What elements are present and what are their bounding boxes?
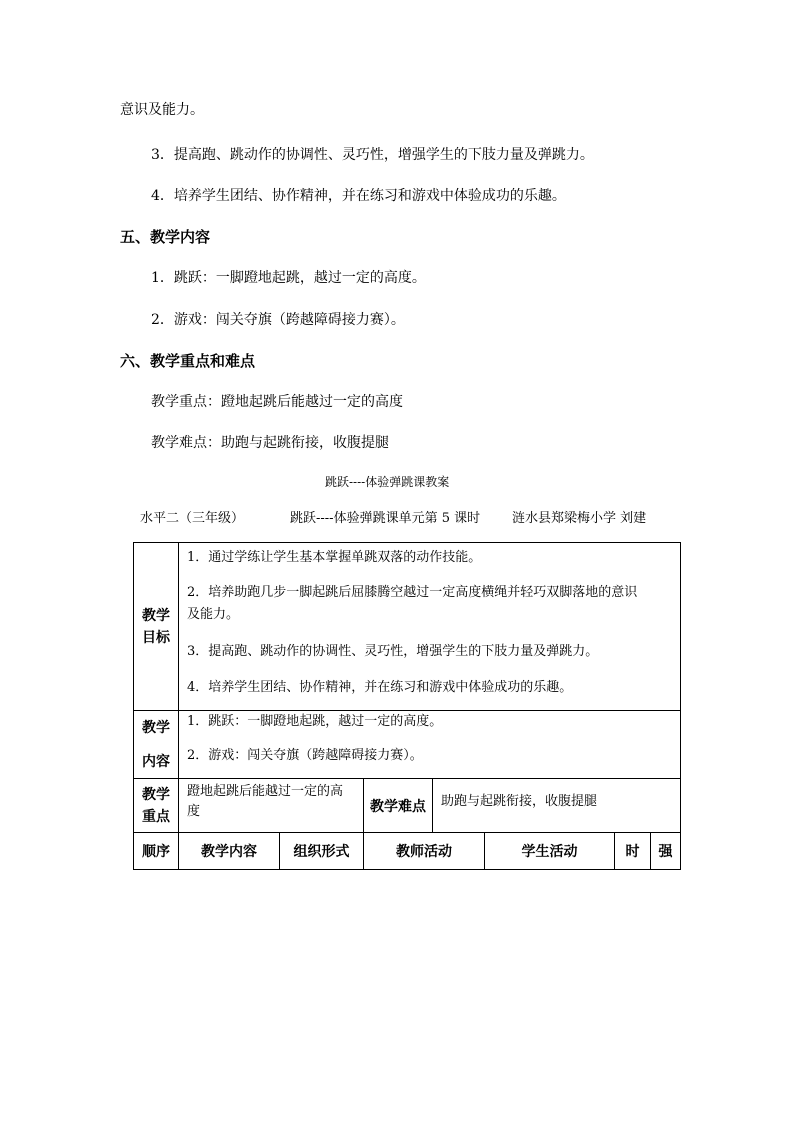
body-paragraph: 意识及能力。 (120, 102, 204, 118)
body-paragraph: 4．培养学生团结、协作精神，并在练习和游戏中体验成功的乐趣。 (151, 188, 566, 204)
body-paragraph: 2．游戏：闯关夺旗（跨越障碍接力赛）。 (151, 312, 405, 328)
section-heading-key-points: 六、教学重点和难点 (120, 352, 256, 370)
col-header-order: 顺序 (134, 833, 179, 869)
section-heading-content: 五、教学内容 (120, 228, 211, 246)
goal-item: 3．提高跑、跳动作的协调性、灵巧性，增强学生的下肢力量及弹跳力。 (187, 644, 599, 659)
col-header-organization: 组织形式 (280, 833, 364, 869)
lesson-unit: 跳跃----体验弹跳课单元第 5 课时 (290, 511, 481, 526)
goals-label (134, 543, 179, 711)
key-cell (179, 779, 364, 833)
col-header-content: 教学内容 (179, 833, 280, 869)
goal-item: 2．培养助跑几步一脚起跳后屈膝腾空越过一定高度横绳并轻巧双脚落地的意识 (187, 585, 638, 600)
content-label-line: 内容 (142, 753, 170, 770)
content-item: 1．跳跃：一脚蹬地起跳，越过一定的高度。 (187, 714, 443, 729)
difficulty-text: 助跑与起跳衔接，收腹提腿 (441, 794, 598, 809)
key-label-line: 教学 (142, 786, 170, 803)
difficulty-cell (433, 779, 680, 833)
goal-item: 4．培养学生团结、协作精神，并在练习和游戏中体验成功的乐趣。 (187, 680, 573, 695)
goals-cell (179, 543, 680, 711)
key-label-line: 重点 (142, 808, 170, 825)
key-text-line: 度 (187, 804, 201, 819)
body-paragraph: 3．提高跑、跳动作的协调性、灵巧性，增强学生的下肢力量及弹跳力。 (151, 147, 594, 163)
school-teacher: 涟水县郑梁梅小学 刘建 (512, 511, 647, 526)
goal-item: 及能力。 (187, 607, 240, 622)
col-header-time: 时 (615, 833, 651, 869)
lesson-plan-title: 跳跃----体验弹跳课教案 (325, 475, 450, 489)
difficulty-label: 教学难点 (364, 779, 433, 833)
key-label (134, 779, 179, 833)
key-text-line: 蹬地起跳后能越过一定的高 (187, 784, 344, 799)
col-header-teacher-activity: 教师活动 (364, 833, 485, 869)
lesson-plan-table (133, 542, 681, 870)
col-header-intensity: 强 (658, 844, 673, 860)
goal-item: 1．通过学练让学生基本掌握单跳双落的动作技能。 (187, 550, 482, 565)
goals-label-line: 教学 (142, 607, 170, 624)
body-paragraph: 教学重点：蹬地起跳后能越过一定的高度 (151, 394, 403, 410)
body-paragraph: 1．跳跃：一脚蹬地起跳，越过一定的高度。 (151, 270, 426, 286)
goals-label-line: 目标 (142, 629, 170, 646)
content-label (134, 711, 179, 779)
body-paragraph: 教学难点：助跑与起跳衔接，收腹提腿 (151, 435, 389, 451)
content-label-line: 教学 (142, 719, 170, 736)
lesson-level: 水平二（三年级） (140, 511, 245, 526)
content-cell (179, 711, 680, 779)
content-item: 2．游戏：闯关夺旗（跨越障碍接力赛）。 (187, 748, 423, 763)
col-header-student-activity: 学生活动 (485, 833, 615, 869)
